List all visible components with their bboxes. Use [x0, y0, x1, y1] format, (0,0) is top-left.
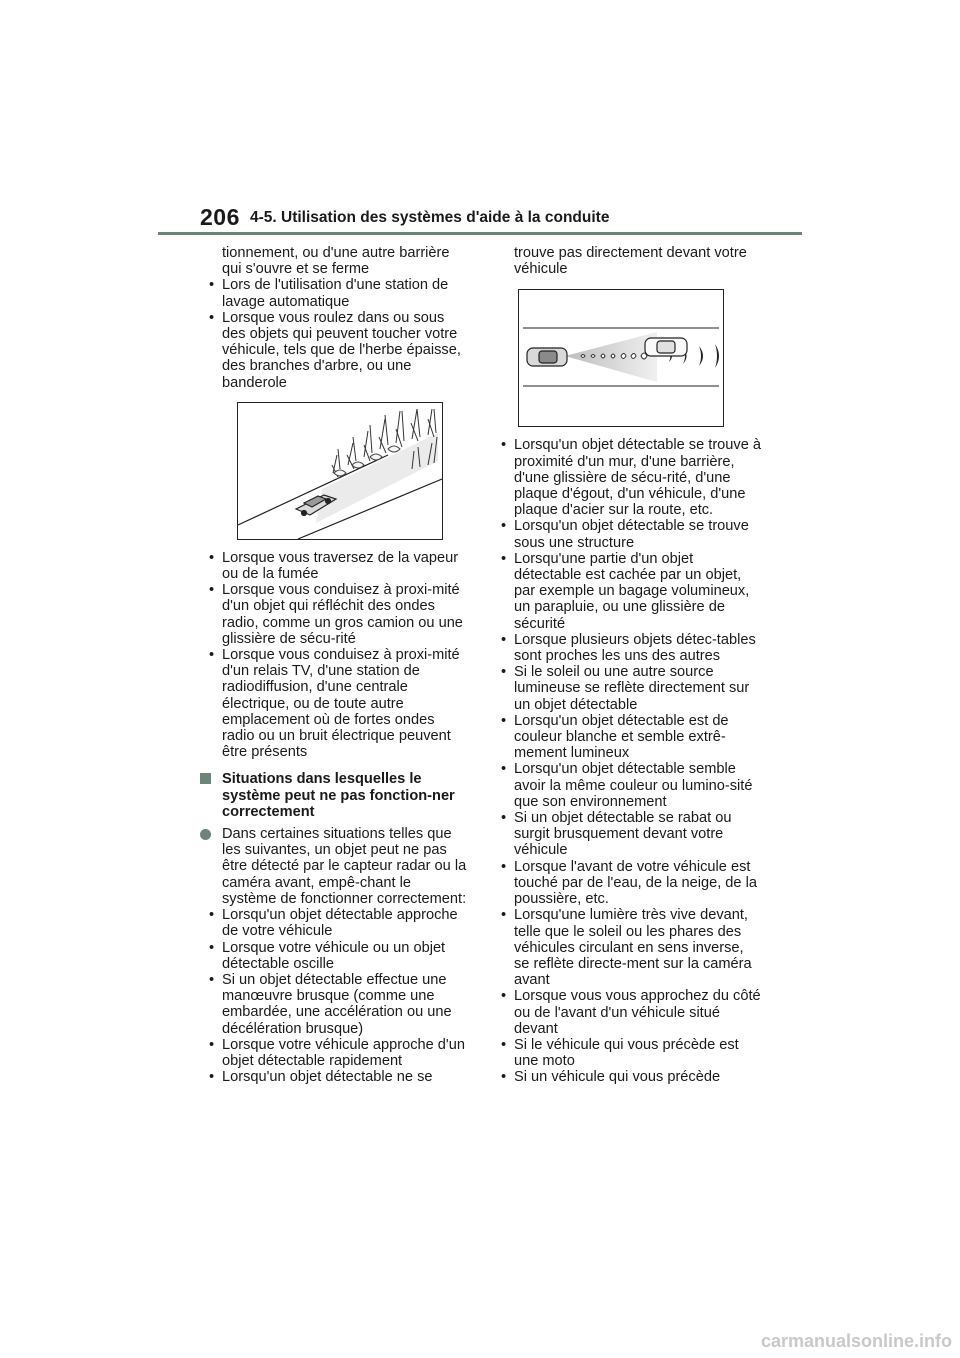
- square-bullet-icon: [200, 773, 211, 784]
- list-item: • Lors de l'utilisation d'une station de lavage automatique: [200, 277, 468, 309]
- list-item: • Lorsque votre véhicule approche d'un objet détectable rapidement: [200, 1037, 468, 1069]
- section-heading: [200, 771, 468, 820]
- bullet-list-c: [200, 907, 468, 1085]
- right-column: [492, 245, 762, 1086]
- list-item: • Lorsque plusieurs objets détec-tables sont proches les uns des autres: [492, 632, 762, 664]
- left-intro-continuation: tionnement, ou d'une autre barrière qui s'ouvre et se ferme: [222, 245, 450, 278]
- list-item: • Lorsqu'un objet détectable ne se: [200, 1069, 468, 1085]
- list-item: • Si un objet détectable se rabat ou surgit brusquement devant votre véhicule: [492, 810, 762, 859]
- list-item: • Lorsque vous traversez de la vapeur ou de la fumée: [200, 550, 468, 582]
- intro-paragraph: [200, 826, 468, 907]
- list-item: • Lorsqu'un objet détectable se trouve à proximité d'un mur, d'une barrière, d'une glissière de sécu-rité, d'une plaque d'égout, d'un véhicule, d'une plaque d'acier sur la route, etc.: [492, 437, 762, 518]
- list-item: • Si le soleil ou une autre source lumineuse se reflète directement sur un objet détectable: [492, 664, 762, 713]
- list-item: • Si le véhicule qui vous précède est une moto: [492, 1037, 762, 1069]
- bullet-list-a: [200, 277, 468, 390]
- list-item: • Lorsque votre véhicule ou un objet détectable oscille: [200, 940, 468, 972]
- left-column: [200, 245, 468, 1085]
- illustration-car-under-branches: [237, 402, 443, 540]
- bullet-list-b: [200, 550, 468, 761]
- list-item: • Si un véhicule qui vous précède: [492, 1069, 762, 1085]
- section-heading-text: Situations dans lesquelles le système peut ne pas fonction-ner correctement: [222, 771, 455, 820]
- round-bullet-icon: [200, 829, 211, 840]
- list-item: • Lorsqu'un objet détectable se trouve sous une structure: [492, 518, 762, 550]
- page-number: 206: [200, 204, 240, 230]
- illustration-radar-detection: [518, 289, 724, 427]
- list-item: • Lorsqu'une partie d'un objet détectable est cachée par un objet, par exemple un bagage volumineux, un parapluie, ou une glissière de sécurité: [492, 551, 762, 632]
- list-item: • Lorsque vous vous approchez du côté ou de l'avant d'un véhicule situé devant: [492, 988, 762, 1037]
- list-item: • Lorsque vous conduisez à proxi-mité d'un objet qui réfléchit des ondes radio, comme un gros camion ou une glissière de sécu-rité: [200, 582, 468, 647]
- list-item: • Lorsque vous conduisez à proxi-mité d'un relais TV, d'une station de radiodiffusion, d'une centrale électrique, ou de toute autre emplacement où de fortes ondes radio ou un bruit électrique peuvent être présents: [200, 647, 468, 760]
- list-item: • Lorsqu'un objet détectable est de couleur blanche et semble extrê-mement lumineux: [492, 713, 762, 762]
- list-item: • Lorsque l'avant de votre véhicule est touché par de l'eau, de la neige, de la poussière, etc.: [492, 859, 762, 908]
- watermark: carmanualsonline.info: [760, 1331, 952, 1351]
- list-item: • Lorsqu'une lumière très vive devant, telle que le soleil ou les phares des véhicules circulant en sens inverse, se reflète directe-ment sur la caméra avant: [492, 907, 762, 988]
- bullet-list-right: [492, 437, 762, 1085]
- header-rule: [158, 232, 802, 235]
- list-item: • Si un objet détectable effectue une manœuvre brusque (comme une embardée, une accélération ou une décélération brusque): [200, 972, 468, 1037]
- right-intro-continuation: trouve pas directement devant votre véhicule: [514, 245, 747, 278]
- list-item: • Lorsqu'un objet détectable approche de votre véhicule: [200, 907, 468, 939]
- list-item: • Lorsque vous roulez dans ou sous des objets qui peuvent toucher votre véhicule, tels que de l'herbe épaisse, des branches d'arbre, ou une banderole: [200, 310, 468, 391]
- section-title: 4-5. Utilisation des systèmes d'aide à la conduite: [250, 209, 610, 226]
- intro-paragraph-text: Dans certaines situations telles que les suivantes, un objet peut ne pas être détecté par le capteur radar ou la caméra avant, empê-chant le système de fonctionner correctement:: [222, 826, 467, 907]
- list-item: • Lorsqu'un objet détectable semble avoir la même couleur ou lumino-sité que son environnement: [492, 761, 762, 810]
